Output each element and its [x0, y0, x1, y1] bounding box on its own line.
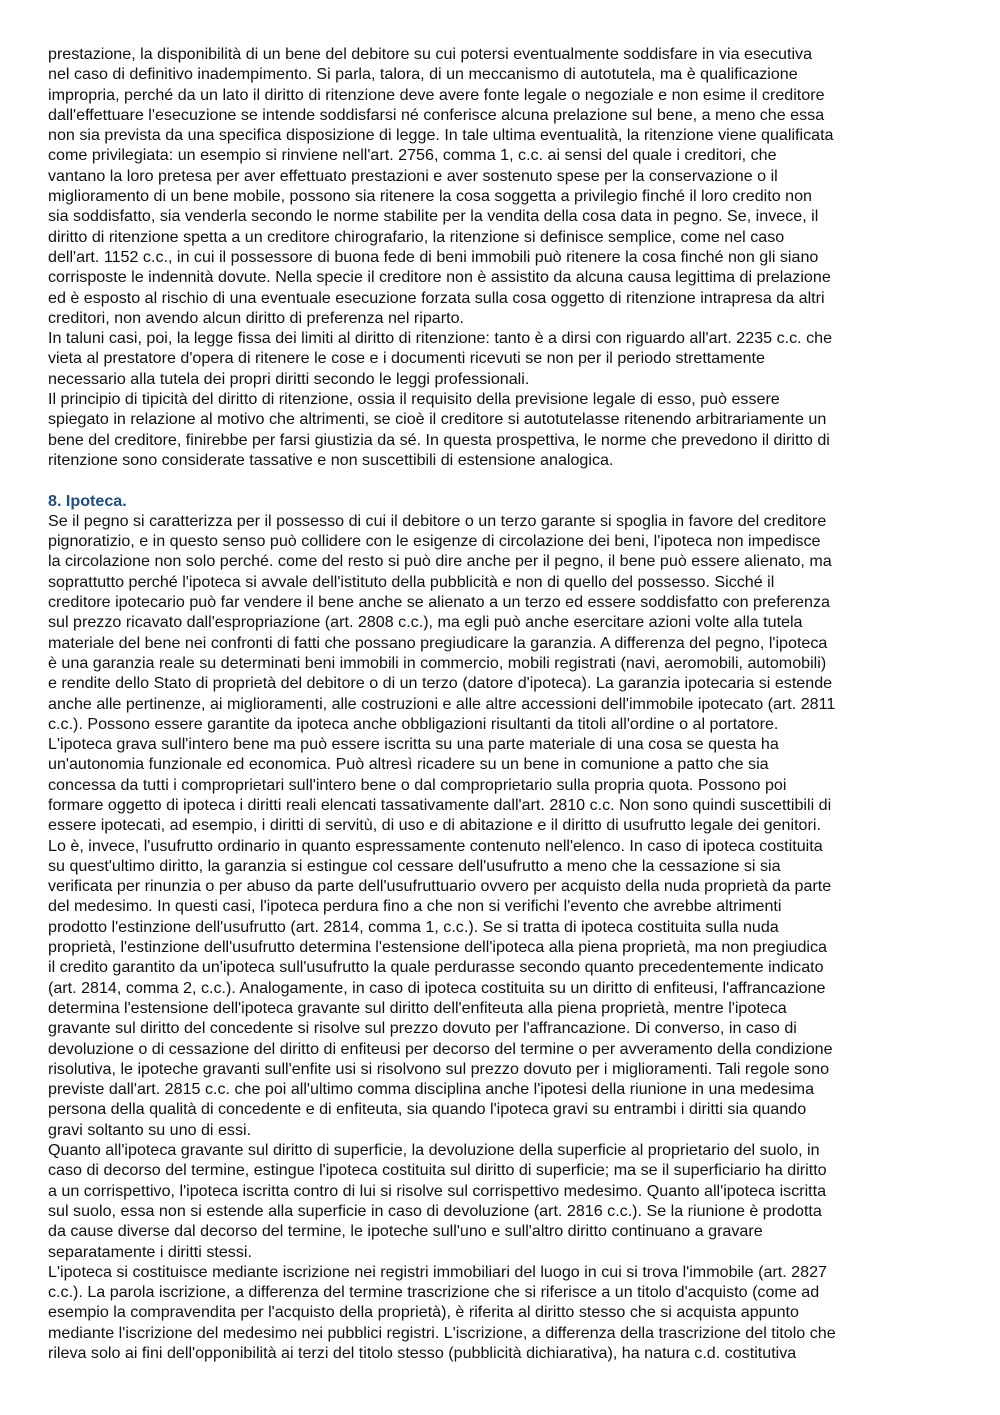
text-line: caso di decorso del termine, estingue l'ipoteca costituita sul diritto di superficie; ma se il superficiario ha diritto	[48, 1161, 827, 1180]
text-line: In taluni casi, poi, la legge fissa dei limiti al diritto di ritenzione: tanto è a dirsi con riguardo all'art. 2235 c.c. che	[48, 329, 833, 348]
section-spacer	[48, 470, 960, 490]
text-line: dell'art. 1152 c.c., in cui il possessore di buona fede di beni immobili può ritenere la cosa finché non gli siano	[48, 247, 819, 266]
paragraph-block-ipoteca	[48, 511, 960, 1363]
text-line: e rendite dello Stato di proprietà del debitore o di un terzo (datore d'ipoteca). La garanzia ipotecaria si estende	[48, 674, 833, 693]
text-line: impropria, perché da un lato il diritto di ritenzione deve avere fonte legale o negoziale e non esime il creditore	[48, 85, 825, 104]
text-line: necessario alla tutela dei propri diritti secondo le leggi professionali.	[48, 369, 530, 388]
text-line: su quest'ultimo diritto, la garanzia si estingue col cessare dell'usufrutto a meno che la cessazione si sia	[48, 856, 781, 875]
text-line: L'ipoteca grava sull'intero bene ma può essere iscritta su una parte materiale di una cosa se questa ha	[48, 735, 779, 754]
text-line: pignoratizio, e in questo senso può collidere con le esigenze di circolazione dei beni, l'ipoteca non impedisce	[48, 532, 821, 551]
text-line: dall'effettuare l'esecuzione se intende soddisfarsi né conferisce alcuna prelazione sul bene, a meno che essa	[48, 105, 825, 124]
text-line: nel caso di definitivo inadempimento. Si parla, talora, di un meccanismo di autotutela, ma è qualificazione	[48, 65, 798, 84]
text-line: mediante l'iscrizione del medesimo nei pubblici registri. L'iscrizione, a differenza della trascrizione del titolo che	[48, 1323, 836, 1342]
text-line: separatamente i diritti stessi.	[48, 1242, 252, 1261]
text-line: essere ipotecati, ad esempio, i diritti di servitù, di uso e di abitazione e il diritto di usufrutto legale dei genitori.	[48, 816, 821, 835]
text-line: formare oggetto di ipoteca i diritti reali elencati tassativamente dall'art. 2810 c.c. Non sono quindi suscettibili di	[48, 795, 832, 814]
text-line: materiale del bene nei confronti di fatti che possano pregiudicare la garanzia. A differenza del pegno, l'ipoteca	[48, 633, 828, 652]
text-line: da cause diverse dal decorso del termine, le ipoteche sull'uno e sull'altro diritto continuano a gravare	[48, 1222, 763, 1241]
text-line: miglioramento di un bene mobile, possono sia ritenere la cosa soggetta a privilegio finché il loro credito non	[48, 187, 812, 206]
text-line: spiegato in relazione al motivo che altrimenti, se cioè il creditore si autotutelasse ritenendo arbitrariamente un	[48, 410, 827, 429]
text-line: è una garanzia reale su determinati beni immobili in commercio, mobili registrati (navi, aeromobili, automobili)	[48, 653, 827, 672]
text-line: devoluzione o di cessazione del diritto di enfiteusi per decorso del termine o per avveramento della condizione	[48, 1039, 833, 1058]
text-line: vieta al prestatore d'opera di ritenere le cose e i documenti ricevuti se non per il periodo strettamente	[48, 349, 765, 368]
text-line: esempio la compravendita per l'acquisto della proprietà), è riferita al diritto stesso che si acquista appunto	[48, 1303, 799, 1322]
text-line: soprattutto perché l'ipoteca si avvale dell'istituto della pubblicità e non di quello del possesso. Sicché il	[48, 572, 775, 591]
text-line: diritto di ritenzione spetta a un creditore chirografario, la ritenzione si definisce semplice, come nel caso	[48, 227, 785, 246]
text-line: creditori, non avendo alcun diritto di preferenza nel riparto.	[48, 308, 464, 327]
text-line: sul prezzo ricavato dall'espropriazione (art. 2808 c.c.), ma egli può anche esercitare azioni volte alla tutela	[48, 613, 803, 632]
text-line: persona della qualità di concedente e di enfiteuta, sia quando l'ipoteca gravi su entrambi i diritti sia quando	[48, 1100, 807, 1119]
text-line: (art. 2814, comma 2, c.c.). Analogamente, in caso di ipoteca costituita su un diritto di enfiteusi, l'affrancazione	[48, 978, 826, 997]
text-line: Quanto all'ipoteca gravante sul diritto di superficie, la devoluzione della superficie al proprietario del suolo, in	[48, 1141, 820, 1160]
section-heading: 8. Ipoteca.	[48, 491, 127, 510]
text-line: a un corrispettivo, l'ipoteca iscritta contro di lui si risolve sul corrispettivo medesimo. Quanto all'ipoteca iscritta	[48, 1181, 827, 1200]
text-line: prestazione, la disponibilità di un bene del debitore su cui potersi eventualmente soddisfare in via esecutiva	[48, 45, 813, 63]
text-line: determina l'estensione dell'ipoteca gravante sul diritto dell'enfiteuta alla piena proprietà, mentre l'ipoteca	[48, 998, 787, 1017]
text-line: bene del creditore, finirebbe per farsi giustizia da sé. In questa prospettiva, le norme che prevedono il diritto di	[48, 430, 830, 449]
text-line: verificata per rinunzia o per abuso da parte dell'usufruttuario ovvero per acquisto della nuda proprietà da parte	[48, 877, 832, 896]
text-line: vantano la loro pretesa per aver effettuato prestazioni e aver sostenuto spese per la conservazione o il	[48, 166, 778, 185]
text-line: non sia prevista da una specifica disposizione di legge. In tale ultima eventualità, la ritenzione viene qualificata	[48, 126, 834, 145]
text-line: rileva solo ai fini dell'opponibilità ai terzi del titolo stesso (pubblicità dichiarativa), ha natura c.d. costitutiva	[48, 1344, 797, 1362]
text-line: ed è esposto al rischio di una eventuale esecuzione forzata sulla cosa oggetto di ritenzione intrapresa da altri	[48, 288, 825, 307]
text-line: come privilegiata: un esempio si rinviene nell'art. 2756, comma 1, c.c. ai sensi del quale i creditori, che	[48, 146, 777, 165]
text-line: corrisposte le indennità dovute. Nella specie il creditore non è assistito da alcuna causa legittima di prelazione	[48, 268, 831, 287]
text-line: Se il pegno si caratterizza per il possesso di cui il debitore o un terzo garante si spoglia in favore del creditore	[48, 511, 827, 530]
text-line: gravante sul diritto del concedente si risolve sul prezzo dovuto per l'affrancazione. Di converso, in caso di	[48, 1019, 797, 1038]
text-line: proprietà, l'estinzione dell'usufrutto determina l'estensione dell'ipoteca alla piena proprietà, ma non pregiudica	[48, 938, 828, 957]
text-line: Lo è, invece, l'usufrutto ordinario in quanto espressamente contenuto nell'elenco. In caso di ipoteca costituita	[48, 836, 823, 855]
text-line: la circolazione non solo perché. come del resto si può dire anche per il pegno, il bene può essere alienato, ma	[48, 552, 832, 571]
text-line: c.c.). La parola iscrizione, a differenza del termine trascrizione che si riferisce a un titolo d'acquisto (come ad	[48, 1283, 820, 1302]
text-line: del medesimo. In questi casi, l'ipoteca perdura fino a che non si verifichi l'evento che avrebbe altrimenti	[48, 897, 782, 916]
text-line: concessa da tutti i comproprietari sull'intero bene o dal comproprietario sulla propria quota. Possono poi	[48, 775, 787, 794]
text-line: ritenzione sono considerate tassative e non suscettibili di estensione analogica.	[48, 450, 614, 469]
text-line: gravi soltanto su uno di essi.	[48, 1120, 252, 1139]
text-line: un'autonomia funzionale ed economica. Può altresì ricadere su un bene in comunione a patto che sia	[48, 755, 769, 774]
text-line: risolutiva, le ipoteche gravanti sull'enfite usi si risolvono sul prezzo dovuto per i miglioramenti. Tali regole sono	[48, 1059, 830, 1078]
text-line: il credito garantito da un'ipoteca sull'usufrutto la quale perdurasse secondo quanto precedentemente indicato	[48, 958, 824, 977]
text-line: sul suolo, essa non si estende alla superficie in caso di devoluzione (art. 2816 c.c.). Se la riunione è prodotta	[48, 1201, 822, 1220]
paragraph-block-ritenzione	[48, 44, 960, 470]
text-line: L'ipoteca si costituisce mediante iscrizione nei registri immobiliari del luogo in cui si trova l'immobile (art. 2827	[48, 1262, 827, 1281]
text-line: previste dall'art. 2815 c.c. che poi all'ultimo comma disciplina anche l'ipotesi della riunione in una medesima	[48, 1080, 815, 1099]
text-line: sia soddisfatto, sia venderla secondo le norme stabilite per la vendita della cosa data in pegno. Se, invece, il	[48, 207, 819, 226]
text-line: c.c.). Possono essere garantite da ipoteca anche obbligazioni risultanti da titoli all'ordine o al portatore.	[48, 714, 779, 733]
text-line: Il principio di tipicità del diritto di ritenzione, ossia il requisito della previsione legale di esso, può essere	[48, 390, 780, 409]
text-line: creditore ipotecario può far vendere il bene anche se alienato a un terzo ed essere soddisfatto con preferenza	[48, 593, 830, 612]
text-line: anche alle pertinenze, ai miglioramenti, alle costruzioni e alle altre accessioni dell'immobile ipotecato (art. 2811	[48, 694, 836, 713]
text-line: prodotto l'estinzione dell'usufrutto (art. 2814, comma 1, c.c.). Se si tratta di ipoteca costituita sulla nuda	[48, 917, 779, 936]
